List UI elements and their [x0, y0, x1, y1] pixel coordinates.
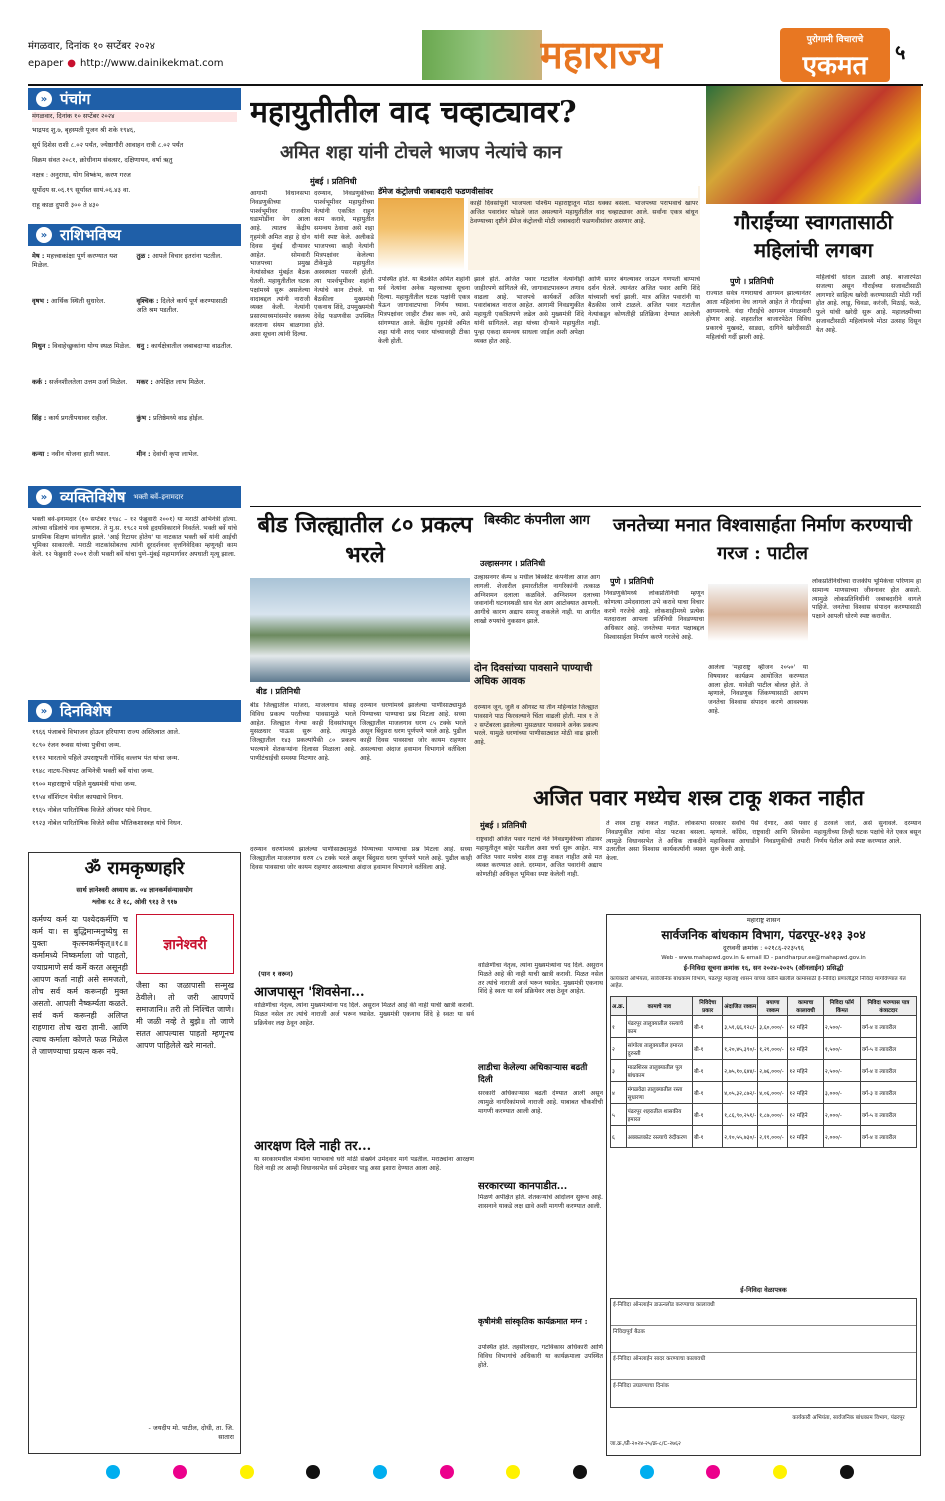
- panchang-header: » पंचांग: [28, 88, 241, 110]
- registration-dot: [240, 1465, 254, 1479]
- rashi-item: वृषभ : आर्थिक स्थिती सुधारेल.: [32, 297, 106, 305]
- globe-icon: ●: [67, 58, 76, 69]
- divider: [250, 506, 921, 507]
- chevron-icon: »: [36, 91, 52, 107]
- cont-t5: उपस्थित होते. तहसीलदार, गटविकास अधिकारी आणि विविध विभागांचे अधिकारी या कार्यक्रमाला उपस्थित होते.: [478, 1344, 603, 1369]
- lead-box-title: डॅमेज कंट्रोलची जबाबदारी फडणवीसांवर: [378, 186, 698, 198]
- gauri-col2: महिलांची धांदल उडाली आहे. बाजारपेठा सजल्या असून गौराईंच्या सजावटीसाठी लागणारे साहित्य खरेदी करण्यासाठी मोठी गर्दी होत आहे. लाडू, चिवडा, करंजी, मिठाई, फळे, फुले यांची खरेदी सुरू आहे. महालक्ष्मीच्या सजावटीसाठी महिलांमध्ये मोठा उत्साह दिसून येत आहे.: [816, 274, 921, 334]
- beed-byline: बीड । प्रतिनिधी: [256, 687, 301, 696]
- ramkrishna-mid: जैसा का जळापासी सन्मुख ठेवीले। तो जरी आपणपें समाजानि॥ तरी तो निश्चित जाणे। मी जळी नव्हे ते बुझे॥ तो जाणे सतत आपल्यास पाहतो म्हणूनच आपण पाहिलेले खरे मानतो.: [136, 981, 234, 1050]
- lead-col2: दरम्यान, निवडणुकीच्या पार्श्वभूमीवर महायुतीच्या नेत्यांनी एकत्रित राहून काम करावे, महायुतीत समन्वय ठेवावा असे शहा यांनी स्पष्ट केले. अलीकडे भाजपच्या काही नेत्यांनी मित्रपक्षांवर केलेल्या टीकेमुळे महायुतीत अस्वस्थता पसरली होती. त्या पार्श्वभूमीवर शहांनी नेत्यांचे कान टोचले. या बैठकीला मुख्यमंत्री एकनाथ शिंदे, उपमुख्यमंत्री देवेंद्र फडणवीस उपस्थित होते.: [314, 190, 374, 329]
- registration-dot: [440, 1465, 454, 1479]
- panchang-line: भाद्रपद शु.७, बृहस्पती पूजन श्री शके १९४६,: [32, 126, 136, 134]
- ramkrishna-left: कर्मण्य कर्म यः पश्येदकर्मणि च कर्म यः। स बुद्धिमान्मनुष्येषु स युक्तः कृत्स्नकर्मकृत्॥१८॥ कर्मामध्ये निष्कर्माला जो पाहतो, ज्याप्रमाणे सर्व कर्मे करत असूनही आपण कर्ता नाही असे समजतो, तोच सर्व कर्म करूनही मुक्त असतो. आपली नैष्कर्म्यता कळते. सर्व कर्म करूनही अलिप्त राहणारा तोच खरा ज्ञानी. आणि त्याच कर्माला कोणते फळ मिळेल ते जाणण्याचा प्रयत्न करू नये.: [32, 915, 128, 1056]
- masthead-tagline: पुरोगामी विचाराचे: [806, 35, 864, 45]
- dinvishesh-item: १८९० रंजन रूवस यांच्या पुत्रीचा जन्म.: [32, 741, 122, 749]
- rashi-item: धनु : कार्यक्षेत्रातील जबाबदाऱ्या वाढतील.: [136, 342, 233, 350]
- ajit-col4: हे ठरवले जाते, असे सुनावले. दरम्यान महायुतीच्या तिन्ही घटक पक्षांचे नेते एकत्र बसून निर्णय घेतील असे स्पष्ट करण्यात आले.: [814, 820, 921, 845]
- cont-t3: सरकारी अधिकाऱ्यास बढती देण्यात आली असून त्यामुळे नागरिकांमध्ये नाराजी आहे. याबाबत चौकशीची मागणी करण्यात आली आहे.: [478, 1090, 603, 1115]
- tender-schedule-title: ई-निविदा वेळापत्रक: [740, 1286, 787, 1294]
- panchang-date: मंगळवार, दिनांक १० सप्टेंबर २०२४: [32, 112, 237, 122]
- lead-col5: आणि सागर बंगल्यावर जाऊन गणपती बाप्पाचे दर्शन घेतले. त्यानंतर अजित पवार आणि शिंदे यांच्याशी चर्चा झाली. मात्र अजित पवारांनी या बैठकीस जाणे टाळले. अजित पवार गटातील नेत्यांकडून कोणतीही प्रतिक्रिया देण्यात आलेली नाही.: [588, 276, 700, 327]
- dinvishesh-item: १९६५ नोबेल पारितोषिक विजेते ऑयवर यांचे निधन.: [32, 806, 152, 814]
- section-title: महाराज्य: [540, 32, 662, 77]
- column-header: बयाणा रक्कम: [758, 997, 788, 1016]
- schedule-item: ई-निविदा ऑनलाईन सादर करण्याचा कालावधी: [611, 1353, 916, 1380]
- tender-schedule: [610, 1298, 917, 1408]
- masthead-name: एकमत: [802, 51, 868, 78]
- panchang-list: [32, 126, 237, 222]
- dinvishesh-item: १९५४ वॉशिंग्टन येथील कायद्याचे निधन.: [32, 793, 124, 801]
- rashi-item: मिथुन : विवाहेच्छुकांना योग्य स्थळ मिळेल.: [32, 342, 131, 350]
- tender-phone: दूरध्वनी क्रमांक : ०२१८६-२२३५९६: [723, 944, 804, 952]
- cont-t1: वाळिणीचा नेतृत्व, त्यांना मुख्यमंत्र्यांना पद दिले. असुरान मिळते आहे की नाही याची खात्री करावी. मिळत नसेल तर त्यांचे नाराजी अर्ज भरून घ्यावेत. मुख्यमंत्री एकनाथ शिंदे हे स्वतः या सर्व प्रक्रियेवर लक्ष ठेवून आहेत.: [254, 1002, 474, 1027]
- lead-byline: मुंबई । प्रतिनिधी: [310, 177, 357, 186]
- registration-dot: [573, 1465, 587, 1479]
- ajit-byline: मुंबई । प्रतिनिधी: [480, 821, 527, 830]
- registration-dot: [173, 1465, 187, 1479]
- beed-box-title: दोन दिवसांच्या पावसाने पाण्याची अधिक आवक: [474, 663, 593, 687]
- panchang-line: सूर्योदय स.०६.१९ सूर्यास्त सायं.०६.४३ वा.: [32, 186, 131, 194]
- registration-dot: [106, 1465, 120, 1479]
- column-header: कामाचे नाव: [626, 997, 692, 1016]
- header-date: मंगळवार, दिनांक १० सप्टेंबर २०२४: [28, 41, 155, 52]
- panchang-line: राहू काळ दुपारी ३०० ते ४३०: [32, 201, 99, 209]
- column-header: अ.क्र.: [611, 997, 627, 1016]
- beed-continue: दरम्यान धरणांमध्ये झालेल्या पाणीसाठ्यामुळे पिण्याच्या पाण्याचा प्रश्न मिटला आहे. सध्या जिल्ह्यातील माजलगाव धरण ८५ टक्के भरले असून बिंदुसरा धरण पूर्णपणे भरले आहे. पुढील काही दिवस पावसाचा जोर कायम राहणार असल्याचा अंदाज हवामान विभागाने वर्तविला आहे.: [250, 846, 472, 871]
- dinvishesh-item: १९०० महाराष्ट्राचे पहिले मुख्यमंत्री यांचा जन्म.: [32, 780, 137, 788]
- gauri-byline: पुणे । प्रतिनिधी: [730, 277, 774, 286]
- rashi-item: कर्क : सर्जनशीलतेला उत्तम उर्जा मिळेल.: [32, 378, 128, 386]
- tender-web: Web - www.mahapwd.gov.in & email ID - pandharpur.ee@mahapwd.gov.in: [661, 955, 866, 961]
- lead-col3: उपस्थित होते. या बैठकीत अमित शहांनी सर्व नेत्यांना अनेक महत्त्वाच्या सूचना दिल्या. महायुतीतील घटक पक्षांनी एकत्र येऊन जागावाटपाचा निर्णय घ्यावा. मित्रपक्षांवर जाहीर टीका करू नये, असे सांगण्यात आले. केंद्रीय गृहमंत्री अमित शहा यांनी शरद पवार यांच्यावरही टीका केली होती.: [378, 276, 470, 345]
- patil-byline: पुणे । प्रतिनिधी: [610, 577, 654, 586]
- cont-t2: या सरकारमधील मंत्र्यांना पराभवाचे घरी मोठी संख्येने उमेदवार मागे पडतील. मराठ्यांना आरक्षण दिले नाही तर आम्ही विधानसभेत सर्व उमेदवार पाडू असा इशारा देण्यात आला आहे.: [254, 1156, 474, 1172]
- rashi-item: कन्या : नवीन योजना हाती घ्याल.: [32, 450, 111, 458]
- cont-t0: वाळिणीचा नेतृत्व, त्यांना मुख्यमंत्र्यांना पद दिले. असुरान मिळते आहे की नाही याची खात्री करावी. मिळत नसेल तर त्यांचे नाराजी अर्ज भरून घ्यावेत. मुख्यमंत्री एकनाथ शिंदे हे स्वतः या सर्व प्रक्रियेवर लक्ष ठेवून आहेत.: [478, 962, 603, 996]
- rashi-item: मकर : अपेक्षित लाभ मिळेल.: [136, 378, 206, 386]
- table-row: ५ पंढरपूर शहरातील शासकीय इमारत बी-१ १,८६,९०,२५१/- १,८७,०००/- १२ महिने २,०००/- वर्ग-५ व त्यावरील: [611, 1104, 917, 1126]
- registration-dot: [706, 1465, 720, 1479]
- cont-h1: आजपासून 'शिवसेना...: [254, 985, 365, 1000]
- biscuit-byline: उल्हासनगर । प्रतिनिधी: [480, 559, 546, 568]
- tender-title: सार्वजनिक बांधकाम विभाग, पंढरपूर-४१३ ३०४: [661, 928, 866, 942]
- patil-photo: [708, 584, 808, 660]
- column-header: कामाचा कालावधी: [788, 997, 823, 1016]
- patil-col1: निवडणुकीमध्ये लोकप्रतिनिधी म्हणून कोणत्या उमेदवाराला उभे करावे याचा विचार करणे गरजेचे आहे. लोकशाहीमध्ये प्रत्येक मतदाराला आपला प्रतिनिधी निवडण्याचा अधिकार आहे. जनतेच्या मनात पक्षाबद्दल विश्वासार्हता निर्माण करणे गरजेचे आहे.: [604, 590, 704, 641]
- ajit-col1: राष्ट्रवादी अजित पवार गटाचे नेते निवडणुकीच्या तोंडावर महायुतीतून बाहेर पडतील अशा चर्चा सुरू आहेत. मात्र अजित पवार मध्येच शस्त्र टाकू शकत नाहीत असे मत व्यक्त करण्यात आले. दरम्यान, अजित पवारांनी अद्याप कोणतीही अधिकृत भूमिका स्पष्ट केलेली नाही.: [476, 836, 602, 879]
- rashi-grid: [32, 252, 237, 480]
- epaper-label: epaper: [28, 58, 64, 69]
- cont-h4: सरकारच्या कानपाडीत...: [478, 1181, 568, 1192]
- ramkrishna-author: - जयदीप मो. पाटील, दोधी, ता. जि. सातारा: [148, 1424, 234, 1441]
- panchang-line: विक्रम संवत २०८१, क्रोधीनाम संवत्सर, दक्षिणायन, वर्षा ऋतु: [32, 156, 173, 164]
- dam-photo: [250, 578, 470, 682]
- tender-dept-small: महाराष्ट्र शासन: [746, 916, 781, 924]
- color-registration-bar: [80, 1462, 880, 1482]
- page-number: ५: [895, 40, 906, 64]
- vyakti-header: » व्यक्तिविशेष भक्ती बर्वे–इनामदार: [28, 486, 241, 508]
- cont-h3: लाडीचा केलेल्या अधिकाऱ्यास बढती दिली: [478, 1063, 588, 1085]
- dinvishesh-header: » दिनविशेष: [28, 700, 241, 722]
- chevron-icon: »: [36, 227, 52, 243]
- column-header: निविदा भरण्यास पात्र कंत्राटदार: [860, 997, 916, 1016]
- rashi-item: मीन : देवांची कृपा लाभेल.: [136, 450, 199, 458]
- gauri-headline: गौराईंच्या स्वागतासाठी महिलांची लगबग: [734, 210, 893, 262]
- patil-headline: जनतेच्या मनात विश्वासार्हता निर्माण करण्याची गरज : पाटील: [613, 515, 912, 564]
- schedule-item: ई-निविदा ऑनलाईन डाऊनलोड करण्याचा कालावधी: [611, 1299, 916, 1326]
- ramkrishna-sub2: श्लोक १८ ते १८, ओवी ९१३ ते ९१७: [91, 898, 178, 906]
- dinvishesh-item: १९६६ पंजाबचे विभाजन होऊन हरियाणा राज्य अस्तित्वात आले.: [32, 728, 181, 736]
- registration-dot: [840, 1465, 854, 1479]
- beed-box-text: दरम्यान जून, जुलै व ऑगस्ट या तीन महिन्यांत जिल्ह्यात पावसाने पाठ फिरवल्याने चिंता वाढली होती. मात्र १ ते २ सप्टेंबरला झालेल्या मुसळधार पावसाने अनेक प्रकल्प भरले. यामुळे धरणांच्या पाणीसाठ्यात मोठी वाढ झाली आहे.: [474, 704, 598, 747]
- chevron-icon: »: [36, 703, 52, 719]
- biscuit-text: उल्हासनगर कॅम्प ४ मधील बिस्कीट कंपनीला आज आग लागली. शेजारील इमारतीतील नागरिकांनी तत्काळ अग्निशमन दलाला कळविले. अग्निशमन दलाच्या जवानांनी घटनास्थळी धाव घेत आग आटोक्यात आणली. आगीचे कारण अद्याप समजू शकलेले नाही. या आगीत लाखो रुपयांचे नुकसान झाले.: [474, 574, 600, 625]
- patil-col2: आलेला 'महाराष्ट्र व्हीजन २०५०' या विषयावर कार्यक्रम आयोजित करण्यात आला होता. यावेळी पाटील बोलत होते. ते म्हणाले, निवडणूक जिंकण्यासाठी आपण जनतेचा विश्वास संपादन करणे आवश्यक आहे.: [708, 664, 808, 715]
- beed-col2: दरम्यान धरणांमध्ये झालेल्या पाणीसाठ्यामुळे पिण्याच्या पाण्याचा प्रश्न मिटला आहे. सध्या जिल्ह्यातील माजलगाव धरण ८५ टक्के भरले असून बिंदुसरा धरण पूर्णपणे भरले आहे. पुढील काही दिवस पावसाचा जोर कायम राहणार असल्याचा अंदाज हवामान विभागाने वर्तविला आहे.: [360, 702, 466, 762]
- lead-col1: आगामी विधानसभा निवडणुकीच्या पार्श्वभूमीवर राजकीय घडामोडींना वेग आला आहे. त्यातच केंद्रीय गृहमंत्री अमित शहा हे दोन दिवस मुंबई दौऱ्यावर आहेत. सोमवारी भाजपच्या प्रमुख नेत्यांसोबत मुंबईत बैठक घेतली. महायुतीतील घटक पक्षांमध्ये सुरू असलेल्या वादाबद्दल त्यांनी नाराजी व्यक्त केली. नेत्यांनी प्रसारमाध्यमांसमोर वक्तव्य करताना संयम बाळगावा अशा सूचना त्यांनी दिल्या.: [250, 190, 310, 338]
- lead-col4: झाले होते. अजित पवार गटातील नेत्यांनीही जाहीरपणे सांगितले की, जागावाटपावरून तणाव वाढला आहे. भाजपचे कार्यकर्ते अजित पवारांबाबत नाराज आहेत. आगामी निवडणुकीत महायुती एकत्रितपणे लढेल असे मुख्यमंत्री शिंदे यांनी सांगितले. शहा यांच्या दौऱ्याने महायुतीत पुन्हा एकदा समन्वय साधला जाईल अशी अपेक्षा व्यक्त होत आहे.: [474, 276, 584, 345]
- beed-headline: बीड जिल्ह्यातील ८० प्रकल्प भरले: [257, 512, 473, 568]
- rashi-item: तुळ : आपले विचार इतरांना पटतील.: [136, 252, 223, 260]
- dinvishesh-item: १९१२ भारताचे पहिले उपराष्ट्रपती गोविंद वल्लभ पंत यांचा जन्म.: [32, 754, 180, 762]
- gauri-col1: राज्यात सर्वत्र गणरायाचे आगमन झाल्यानंतर आता महिलांना वेध लागले आहेत ते गौराईच्या आगमनाचे. यंदा गौराईंचे आगमन मंगळवारी होणार आहे. शहरातील बाजारपेठेत विविध प्रकारचे मुखवटे, साड्या, दागिने खरेदीसाठी महिलांची गर्दी झाली आहे.: [706, 290, 811, 341]
- cont-t4: मिळणे अपेक्षित होते. शेतकऱ्यांचे आंदोलन सुरूच आहे. शासनाने याकडे लक्ष द्यावे अशी मागणी करण्यात आली.: [478, 1194, 603, 1210]
- tender-code: जा.क्र./प्री-२०२४-२५/क्र-८/C-२७६२: [610, 1441, 681, 1447]
- table-row: ६ अक्कलकोट रस्त्याचे रुंदीकरण बी-१ २,१०,५५,७३०/- २,११,०००/- १२ महिने २,०००/- वर्ग-४ व त्यावरील: [611, 1126, 917, 1148]
- panchang-line: सूर्य दिशेस राशी ८.०२ पर्यंत, ज्येष्ठागौरी आवाहन रात्री ८.०२ पर्यंत: [32, 141, 184, 149]
- ajit-headline: अजित पवार मध्येच शस्त्र टाकू शकत नाहीत: [533, 785, 864, 810]
- cont-label: (पान १ वरून): [258, 970, 294, 978]
- beed-col1: बीड जिल्ह्यातील मांजरा, माजलगाव यांसह विविध प्रकल्प परतीच्या पावसामुळे भरले आहेत. जिल्ह्यात गेल्या काही दिवसांपासून मुसळधार पाऊस सुरू आहे. त्यामुळे जिल्ह्यातील १४३ प्रकल्पांपैकी ८० प्रकल्प भरल्याने शेतकऱ्यांना दिलासा मिळाला आहे. पाणीटंचाईची समस्या मिटणार आहे.: [250, 702, 356, 762]
- dinvishesh-item: १९२३ नोबेल पारितोषिक विजेते स्वीस भौतिकशास्त्रज्ञ यांचे निधन.: [32, 819, 183, 827]
- patil-col3: लोकप्रतिनिधींच्या राजकीय भूमिकेचा परिणाम हा सामान्य माणसाच्या जीवनावर होत असतो. त्यामुळे लोकप्रतिनिधींनी जबाबदारीने वागले पाहिजे. जनतेचा विश्वास संपादन करण्यासाठी पक्षाने आपली धोरणे स्पष्ट करावीत.: [812, 578, 921, 621]
- registration-dot: [373, 1465, 387, 1479]
- website-link[interactable]: http://www.dainikekmat.com: [79, 58, 224, 69]
- ramkrishna-title: ॐ रामकृष्णहरि: [84, 858, 185, 879]
- rashi-item: सिंह : कार्य प्रगतीपथावर राहील.: [32, 414, 108, 422]
- gauri-photo: [706, 86, 921, 204]
- table-row: ४ मंगळवेढा तालुक्यातील रस्ता सुधारणा बी-१ ४,०५,३२,८७२/- ४,०६,०००/- १२ महिने ३,०००/- वर्ग-३ व त्यावरील: [611, 1082, 917, 1104]
- dnyaneshwari-logo: [136, 914, 234, 974]
- ajit-col3: सरकार सर्वांचे पैसे देणार, असे पवार म्हणाले. काँग्रेस, राष्ट्रवादी आणि शिवसेना महाविकास आघाडीने निवडणुकीची तयारी सुरू केली आहे.: [710, 820, 810, 854]
- tender-intro: कार्यकारी अभियंता, सार्वजनिक बांधकाम विभाग, पंढरपूर महाराष्ट्र शासन यांच्या वतीने खालील कामांसाठी ई-निविदा प्रणालीद्वारे निविदा मागविण्यात येत आहेत.: [610, 976, 906, 989]
- column-header: अंदाजित रक्कम: [723, 997, 758, 1016]
- chevron-icon: »: [36, 489, 52, 505]
- tender-footer: कार्यकारी अभियंता, सार्वजनिक बांधकाम विभाग, पंढरपूर: [792, 1415, 905, 1421]
- rashi-header: » राशिभविष्य: [28, 224, 241, 246]
- table-row: ३ माळशिरस तालुक्यातील पूल बांधकाम बी-१ २,७५,१०,६४४/- २,७६,०००/- १२ महिने २,५००/- वर्ग-४ व त्यावरील: [611, 1060, 917, 1082]
- biscuit-headline: बिस्कीट कंपनीला आग: [484, 513, 590, 528]
- vyakti-body: भक्ती बर्वे-इनामदार (१० सप्टेंबर १९४८ – १२ फेब्रुवारी २००१) या मराठी अभिनेत्री होत्या. त्यांच्या वडिलांचे नाव कृष्णराव. ते मु.स. १९८२ मध्ये हृदयविकाराने निवर्तले. भक्ती बर्वे यांचे प्राथमिक शिक्षण सांगलीत झाले. 'आई रिटायर होतेय' या नाटकात भक्ती बर्वे यांनी आईची भूमिका साकारली. मराठी नाटकांसोबतच त्यांनी दूरदर्शनवर वृत्तनिवेदिका म्हणूनही काम केले. १२ फेब्रुवारी २००१ रोजी भक्ती बर्वे यांचा पुणे–मुंबई महामार्गावर अपघाती मृत्यू झाला.: [32, 516, 237, 559]
- tender-table: [610, 996, 917, 1276]
- dinvishesh-item: १९४८ नाटय-चित्रपट अभिनेत्री भक्ती बर्वे यांचा जन्म.: [32, 767, 154, 775]
- lead-headline: महायुतीतील वाद चव्हाट्यावर?: [250, 95, 577, 130]
- rashi-item: कुंभ : प्रतिष्ठेमध्ये वाढ होईल.: [136, 414, 204, 422]
- rashi-item: मेष : महत्त्वाकांक्षा पूर्ण करण्यात यश मिळेल.: [32, 252, 118, 269]
- registration-dot: [506, 1465, 520, 1479]
- ramkrishna-sub1: सार्थ ज्ञानेश्वरी अध्याय क्र. ०४ ज्ञानकर्मसंन्यासयोग: [76, 886, 193, 894]
- schedule-item: ई-निविदा उघडण्याचा दिनांक: [613, 1383, 669, 1389]
- table-row: २ सांगोला तालुक्यातील इमारत दुरुस्ती बी-१ १,२०,४५,३९०/- १,२१,०००/- १२ महिने १,५००/- वर्ग-५ व त्यावरील: [611, 1038, 917, 1060]
- cont-h5: कृषीमंत्री सांस्कृतिक कार्यक्रमात मग्न :: [478, 1316, 588, 1326]
- column-header: निविदा फॉर्म किंमत: [823, 997, 860, 1016]
- lead-box-text: काही दिवसांपूर्वी भाजपला पश्चिम महाराष्ट्रातून मोठा धक्का बसला. भाजपच्या पराभवाचे खापर अजित पवारांवर फोडले जात असल्याने महायुतीतील वाद चव्हाट्यावर आले. सर्वांना एकत्र बांधून ठेवण्याच्या दृष्टीने डॅमेज कंट्रोलची मोठी जबाबदारी फडणवीसांवर असणार आहे.: [470, 200, 698, 225]
- table-header-row: [611, 997, 917, 1016]
- registration-dot: [306, 1465, 320, 1479]
- tender-notice-no: ई-निविदा सूचना क्रमांक १६, सन २०२४-२०२५ (ऑनलाईन) प्रसिद्धी: [683, 964, 844, 972]
- lead-subhead: अमित शहा यांनी टोचले भाजप नेत्यांचे कान: [280, 142, 562, 163]
- ajit-col2: ते शस्त्र टाकू शकत नाहीत. लोकसभा निवडणुकीत त्यांना मोठा फटका बसला. त्यामुळे विधानसभेत ते अधिक ताकदीने उतरतील असा विश्वास कार्यकर्त्यांनी व्यक्त केला.: [606, 820, 706, 863]
- logo-text: ज्ञानेश्वरी: [163, 936, 207, 953]
- schedule-item: निविदापूर्व बैठक: [611, 1326, 916, 1353]
- header-map-graphic: [422, 30, 542, 80]
- dinvishesh-list: [32, 728, 237, 848]
- amit-shah-photo: [378, 186, 464, 270]
- registration-dot: [773, 1465, 787, 1479]
- registration-dot: [640, 1465, 654, 1479]
- rashi-item: वृश्चिक : दिलेले कार्य पूर्ण करण्यासाठी अति श्रम पडतील.: [136, 297, 228, 314]
- cont-h2: आरक्षण दिले नाही तर...: [254, 1139, 372, 1154]
- header-epaper[interactable]: [28, 58, 288, 72]
- table-row: १ पंढरपूर तालुक्यातील रस्त्याचे काम बी-१ ३,५१,६६,१२८/- ३,६०,०००/- १२ महिने २,५००/- वर्ग-४ व त्यावरील: [611, 1016, 917, 1038]
- column-header: निविदेचा प्रकार: [693, 997, 723, 1016]
- panchang-line: नक्षत्र : अनुराधा, योग विष्कंभ, करण गरज: [32, 171, 131, 179]
